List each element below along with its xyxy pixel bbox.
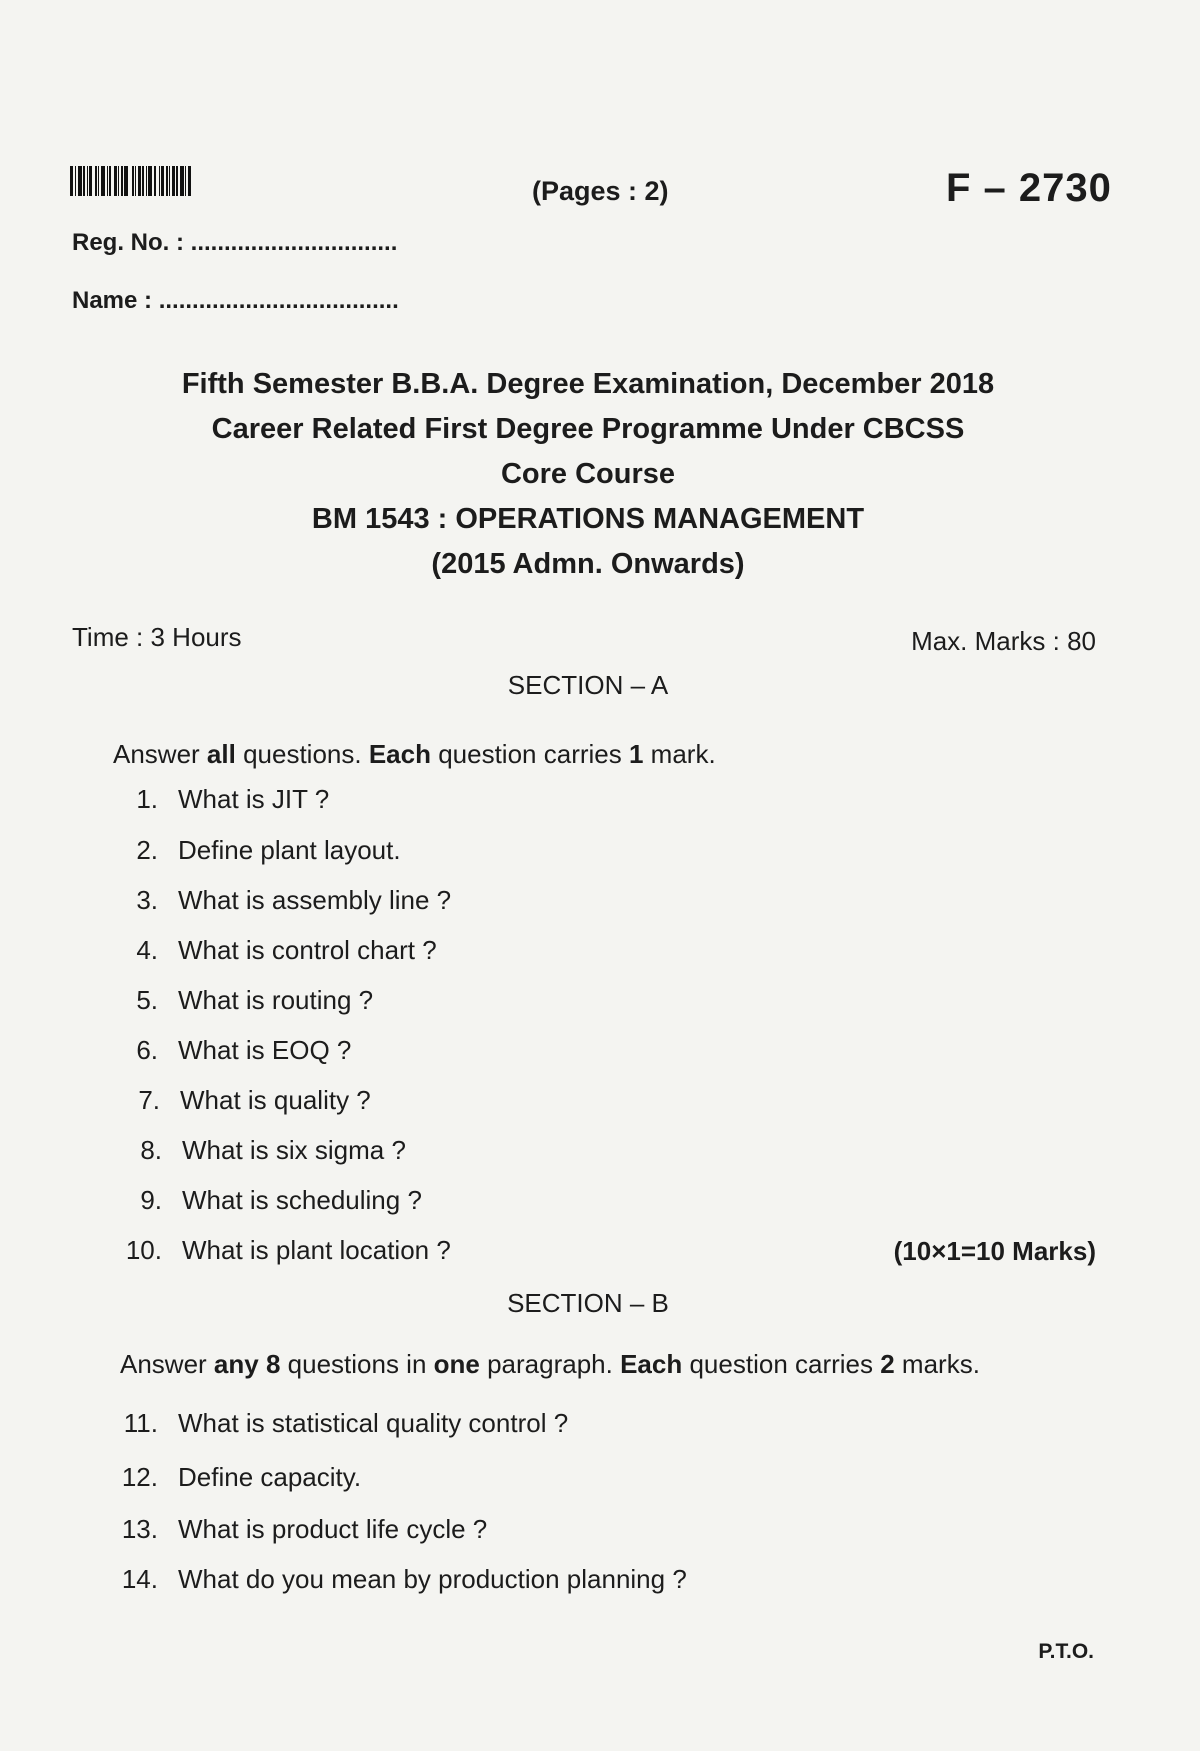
question-number: 7.	[138, 1085, 160, 1115]
question-item	[140, 1185, 422, 1216]
question-item	[136, 1035, 352, 1066]
section-a-marks-tally: (10×1=10 Marks)	[893, 1236, 1096, 1266]
title-line-4: BM 1543 : OPERATIONS MANAGEMENT	[311, 503, 865, 535]
question-text: Define capacity.	[178, 1462, 362, 1492]
section-a-heading: SECTION – A	[507, 670, 669, 700]
instr-text: question carries	[430, 739, 629, 769]
question-item	[121, 1462, 362, 1493]
question-number: 8.	[140, 1135, 162, 1165]
question-item	[136, 935, 437, 966]
paper-code: F – 2730	[946, 166, 1112, 210]
page-count: (Pages : 2)	[532, 176, 669, 206]
question-text: What is EOQ ?	[178, 1035, 352, 1065]
please-turn-over: P.T.O.	[1038, 1640, 1094, 1663]
reg-no-field: Reg. No. : ...............................	[72, 229, 398, 256]
instr-text: questions in	[280, 1349, 434, 1379]
question-item	[136, 835, 401, 866]
question-number: 1.	[136, 784, 158, 814]
question-text: What is statistical quality control ?	[178, 1408, 569, 1438]
question-item	[140, 1135, 406, 1166]
question-number: 6.	[136, 1035, 158, 1065]
title-line-1: Fifth Semester B.B.A. Degree Examination, December 2018	[181, 368, 995, 400]
question-number: 14.	[121, 1564, 158, 1594]
question-text: What is assembly line ?	[178, 885, 452, 915]
question-item	[136, 784, 330, 815]
instr-emphasis: Each	[620, 1349, 683, 1379]
question-text: What is control chart ?	[178, 935, 437, 965]
title-line-3: Core Course	[500, 458, 676, 490]
section-a-instructions	[113, 739, 716, 770]
question-number: 12.	[121, 1462, 158, 1492]
instr-emphasis: any 8	[213, 1349, 281, 1379]
instr-text: Answer	[120, 1349, 214, 1379]
question-number: 3.	[136, 885, 158, 915]
max-marks: Max. Marks : 80	[911, 626, 1096, 656]
question-number: 11.	[123, 1408, 158, 1438]
instr-emphasis: 2	[880, 1349, 895, 1379]
question-text: What is scheduling ?	[182, 1185, 422, 1215]
question-text: What is JIT ?	[178, 784, 330, 814]
question-text: What do you mean by production planning ?	[178, 1564, 687, 1594]
question-item	[125, 1235, 451, 1266]
instr-emphasis: 1	[628, 739, 644, 769]
question-number: 5.	[136, 985, 158, 1015]
question-text: Define plant layout.	[178, 835, 401, 865]
question-item	[136, 985, 374, 1016]
barcode	[70, 166, 191, 196]
question-item	[121, 1514, 488, 1545]
question-text: What is plant location ?	[182, 1235, 451, 1265]
question-number: 4.	[136, 935, 158, 965]
instr-text: marks.	[894, 1349, 980, 1379]
question-item	[121, 1564, 687, 1595]
exam-time: Time : 3 Hours	[72, 622, 242, 652]
title-line-2: Career Related First Degree Programme Under CBCSS	[211, 413, 965, 445]
instr-text: mark.	[643, 739, 716, 769]
instr-text: questions.	[235, 739, 369, 769]
section-b-heading: SECTION – B	[507, 1288, 669, 1318]
question-text: What is product life cycle ?	[178, 1514, 488, 1544]
title-line-5: (2015 Admn. Onwards)	[431, 548, 745, 580]
instr-text: Answer	[113, 739, 207, 769]
instr-emphasis: one	[433, 1349, 480, 1379]
question-item	[136, 885, 452, 916]
question-number: 13.	[121, 1514, 158, 1544]
name-field: Name : ....................................	[72, 287, 399, 314]
question-number: 9.	[140, 1185, 162, 1215]
question-number: 2.	[136, 835, 158, 865]
exam-title	[0, 362, 1176, 587]
question-item	[138, 1085, 371, 1116]
instr-text: question carries	[682, 1349, 881, 1379]
question-text: What is quality ?	[180, 1085, 371, 1115]
question-text: What is routing ?	[178, 985, 374, 1015]
instr-text: paragraph.	[479, 1349, 621, 1379]
instr-emphasis: all	[206, 739, 236, 769]
question-item	[123, 1408, 569, 1439]
section-b-instructions	[120, 1349, 980, 1380]
question-number: 10.	[125, 1235, 162, 1265]
instr-emphasis: Each	[368, 739, 431, 769]
question-text: What is six sigma ?	[182, 1135, 406, 1165]
